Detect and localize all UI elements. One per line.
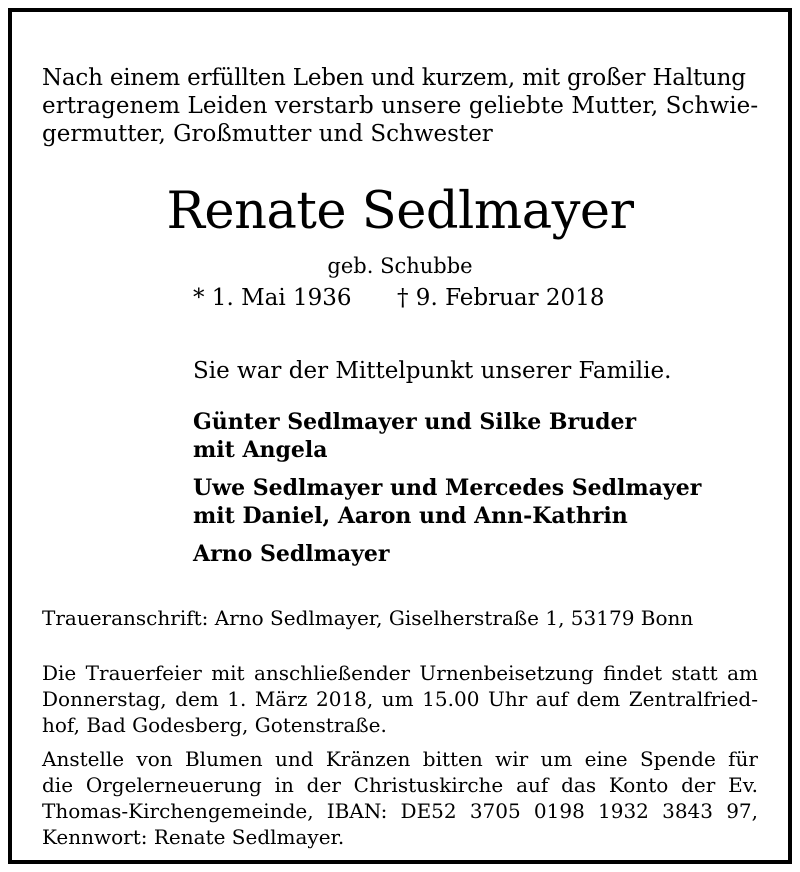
birth-date: * 1. Mai 1936 [193,285,352,311]
maiden-name: geb. Schubbe [327,254,473,278]
donation-line-3: Thomas-Kirchengemeinde, IBAN: DE52 3705 0198 1932 3843 97, [42,799,758,823]
donation-line-2: die Orgelerneuerung in der Christuskirche auf das Konto der Ev. [42,773,758,797]
ceremony-line-1: Die Trauerfeier mit anschließender Urnenbeisetzung findet statt am [42,661,758,685]
death-date: † 9. Februar 2018 [397,285,605,311]
mourner-group-2-line-1: Uwe Sedlmayer und Mercedes Sedlmayer [193,475,702,501]
mourner-group-2-line-2: mit Daniel, Aaron und Ann-Kathrin [193,503,628,529]
donation-info [42,746,758,850]
intro-line-2: ertragenem Leiden verstarb unsere geliebte Mutter, Schwie- [42,93,759,119]
donation-line-1: Anstelle von Blumen und Kränzen bitten wir um eine Spende für [42,747,758,771]
mourner-group-2 [193,474,773,530]
obituary-notice [8,8,792,864]
intro-line-3: germutter, Großmutter und Schwester [42,121,493,147]
deceased-name: Renate Sedlmayer [166,182,634,241]
ceremony-line-3: hof, Bad Godesberg, Gotenstraße. [42,713,387,737]
ceremony-line-2: Donnerstag, dem 1. März 2018, um 15.00 Uhr auf dem Zentralfried- [42,687,758,711]
mourner-group-1 [193,408,773,464]
mourner-group-1-line-2: mit Angela [193,437,328,463]
intro-line-1: Nach einem erfüllten Leben und kurzem, mit großer Haltung [42,65,746,91]
ceremony-info [42,660,758,738]
mourning-address: Traueranschrift: Arno Sedlmayer, Giselherstraße 1, 53179 Bonn [42,606,694,630]
mourner-group-1-line-1: Günter Sedlmayer und Silke Bruder [193,409,637,435]
donation-line-4: Kennwort: Renate Sedlmayer. [42,825,345,849]
family-motto: Sie war der Mittelpunkt unserer Familie. [193,358,672,384]
mourner-group-3 [193,540,773,568]
intro-text [42,64,758,148]
mourner-group-3-line-1: Arno Sedlmayer [193,541,390,567]
